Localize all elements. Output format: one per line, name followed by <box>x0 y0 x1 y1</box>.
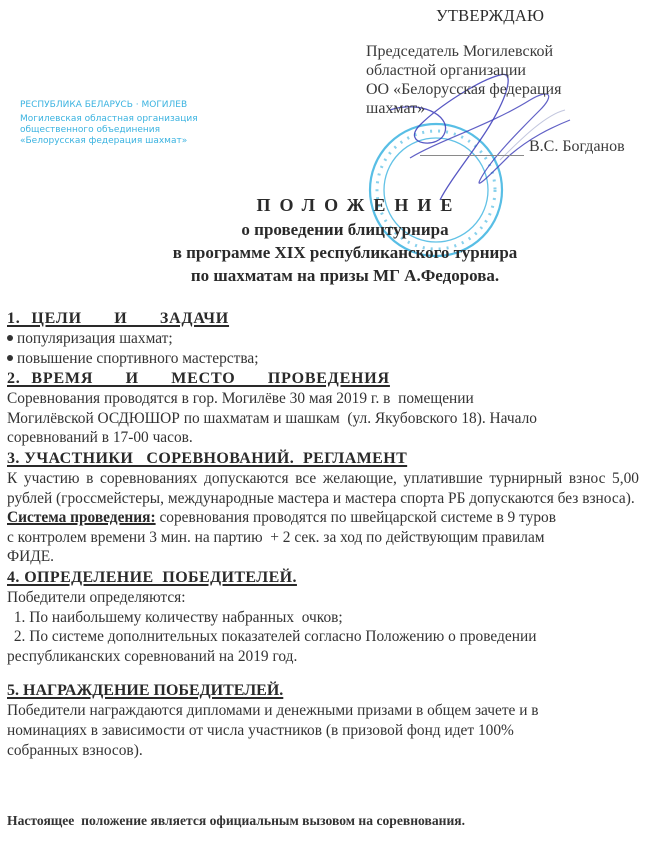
document-title-block <box>0 192 650 287</box>
document-subtitle-line: по шахматам на призы МГ А.Федорова. <box>190 266 500 285</box>
section-heading-time-place: 2. ВРЕМЯ И МЕСТО ПРОВЕДЕНИЯ <box>7 370 390 388</box>
approval-label: УТВЕРЖДАЮ <box>436 6 545 25</box>
official-call-note: Настоящее положение является официальным вызовом на соревнования. <box>7 813 466 828</box>
goal-list-item <box>7 329 639 349</box>
chairman-title-line: Председатель Могилевской <box>366 43 554 60</box>
chairman-title-line: областной организации <box>366 62 526 79</box>
stamp-text-block <box>20 100 200 150</box>
winners-criterion: 1. По наибольшему количеству набранных очков; <box>10 608 343 626</box>
system-text: соревнования проводятся по швейцарской системе в 9 туров <box>155 509 556 527</box>
chairman-title-line: шахмат» <box>366 100 426 117</box>
goal-text: популяризация шахмат; <box>17 330 173 347</box>
awards-line: номинациях в зависимости от числа участников (в призовой фонд идет 100% <box>7 721 514 739</box>
chairman-title-line: ОО «Белорусская федерация <box>366 81 562 98</box>
section-heading-awards: 5. НАГРАЖДЕНИЕ ПОБЕДИТЕЛЕЙ. <box>7 682 284 700</box>
document-subtitle-line: о проведении блицтурнира <box>241 220 449 239</box>
time-place-line: Могилёвской ОСДЮШОР по шахматам и шашкам (ул. Якубовского 18). Начало <box>7 409 537 427</box>
stamp-ring-text: РЕСПУБЛИКА БЕЛАРУСЬ · МОГИЛЕВ <box>20 100 188 110</box>
winners-continuation: республиканских соревнований на 2019 год. <box>7 647 298 665</box>
winners-intro: Победители определяются: <box>7 588 186 606</box>
goal-list-item <box>7 349 639 369</box>
signer-name: В.С. Богданов <box>529 138 625 155</box>
awards-line: собранных взносов). <box>7 741 143 759</box>
section-heading-participants: 3. УЧАСТНИКИ СОРЕВНОВАНИЙ. РЕГЛАМЕНТ <box>7 449 408 467</box>
bullet-icon <box>7 335 13 341</box>
time-place-line: Соревнования проводятся в гор. Могилёве 30 мая 2019 г. в помещении <box>7 390 474 408</box>
time-place-line: соревнований в 17-00 часов. <box>7 429 193 447</box>
system-line <box>7 508 639 528</box>
signature-line <box>420 155 524 156</box>
section-heading-winners: 4. ОПРЕДЕЛЕНИЕ ПОБЕДИТЕЛЕЙ. <box>7 568 297 586</box>
participants-paragraph: К участию в соревнованиях допускаются все желающие, уплатившие турнирный взнос 5,00 рублей (гроссмейстеры, международные мастера и мастера спорта РБ допускаются без взноса). <box>7 469 639 507</box>
document-subtitle-line: в программе XIX республиканского турнира <box>172 243 518 262</box>
system-line: ФИДЕ. <box>7 548 55 566</box>
document-body <box>7 308 639 760</box>
system-label: Система проведения: <box>7 509 156 527</box>
document-heading: ПОЛОЖЕНИЕ <box>256 195 462 215</box>
stamp-center-text: Могилевская областная организация общественного объединения «Белорусская федерация шахмат» <box>20 114 198 146</box>
winners-criterion: 2. По системе дополнительных показателей согласно Положению о проведении <box>10 628 537 646</box>
section-heading-goals: 1. ЦЕЛИ И ЗАДАЧИ <box>7 310 230 327</box>
awards-line: Победители награждаются дипломами и денежными призами в общем зачете и в <box>7 702 539 720</box>
spacer <box>7 666 639 680</box>
bullet-icon <box>7 355 13 361</box>
goal-text: повышение спортивного мастерства; <box>17 349 259 367</box>
system-line: с контролем времени 3 мин. на партию + 2 сек. за ход по действующим правилам <box>7 528 545 546</box>
chairman-title <box>366 42 561 118</box>
